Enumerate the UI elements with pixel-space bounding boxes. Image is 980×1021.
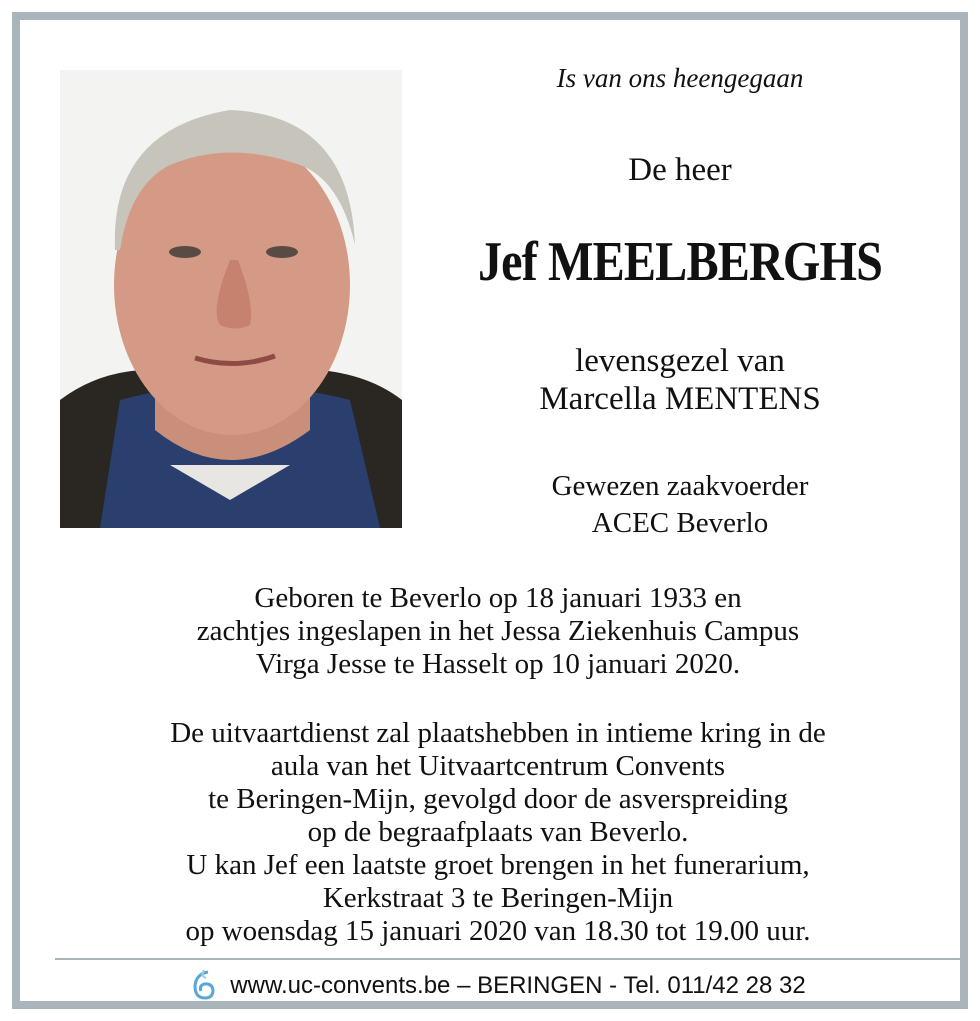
obituary-card — [12, 12, 968, 1009]
funeral-paragraph — [20, 717, 976, 948]
deceased-name: Jef MEELBERGHS — [477, 231, 883, 293]
uc-convents-logo-icon — [190, 968, 216, 1002]
text-line: op woensdag 15 januari 2020 van 18.30 tot 19.00 uur. — [185, 915, 811, 947]
partner-info — [440, 342, 920, 418]
birth-death-paragraph — [20, 582, 976, 681]
text-line: Kerkstraat 3 te Beringen-Mijn — [322, 882, 674, 914]
text-line: U kan Jef een laatste groet brengen in het funerarium, — [186, 849, 810, 881]
text-line: op de begraafplaats van Beverlo. — [307, 816, 689, 848]
contact-info: www.uc-convents.be – BERINGEN - Tel. 011/42 28 32 — [230, 972, 806, 999]
footer-divider — [55, 958, 965, 960]
footer — [20, 964, 976, 1008]
partner-line: levensgezel van — [575, 343, 785, 379]
honorific: De heer — [628, 152, 732, 188]
text-line: zachtjes ingeslapen in het Jessa Ziekenhuis Campus — [196, 615, 800, 647]
partner-name: Marcella MENTENS — [539, 381, 821, 417]
former-role — [440, 468, 920, 542]
text-line: De uitvaartdienst zal plaatshebben in intieme kring in de — [170, 717, 826, 749]
text-line: Virga Jesse te Hasselt op 10 januari 2020. — [255, 648, 741, 680]
role-company: ACEC Beverlo — [591, 507, 769, 539]
text-line: aula van het Uitvaartcentrum Convents — [270, 750, 726, 782]
intro-text: Is van ons heengegaan — [556, 63, 804, 93]
role-line: Gewezen zaakvoerder — [551, 470, 809, 502]
portrait-photo — [60, 70, 402, 528]
text-line: te Beringen-Mijn, gevolgd door de asverspreiding — [208, 783, 788, 815]
text-line: Geboren te Beverlo op 18 januari 1933 en — [254, 582, 742, 614]
